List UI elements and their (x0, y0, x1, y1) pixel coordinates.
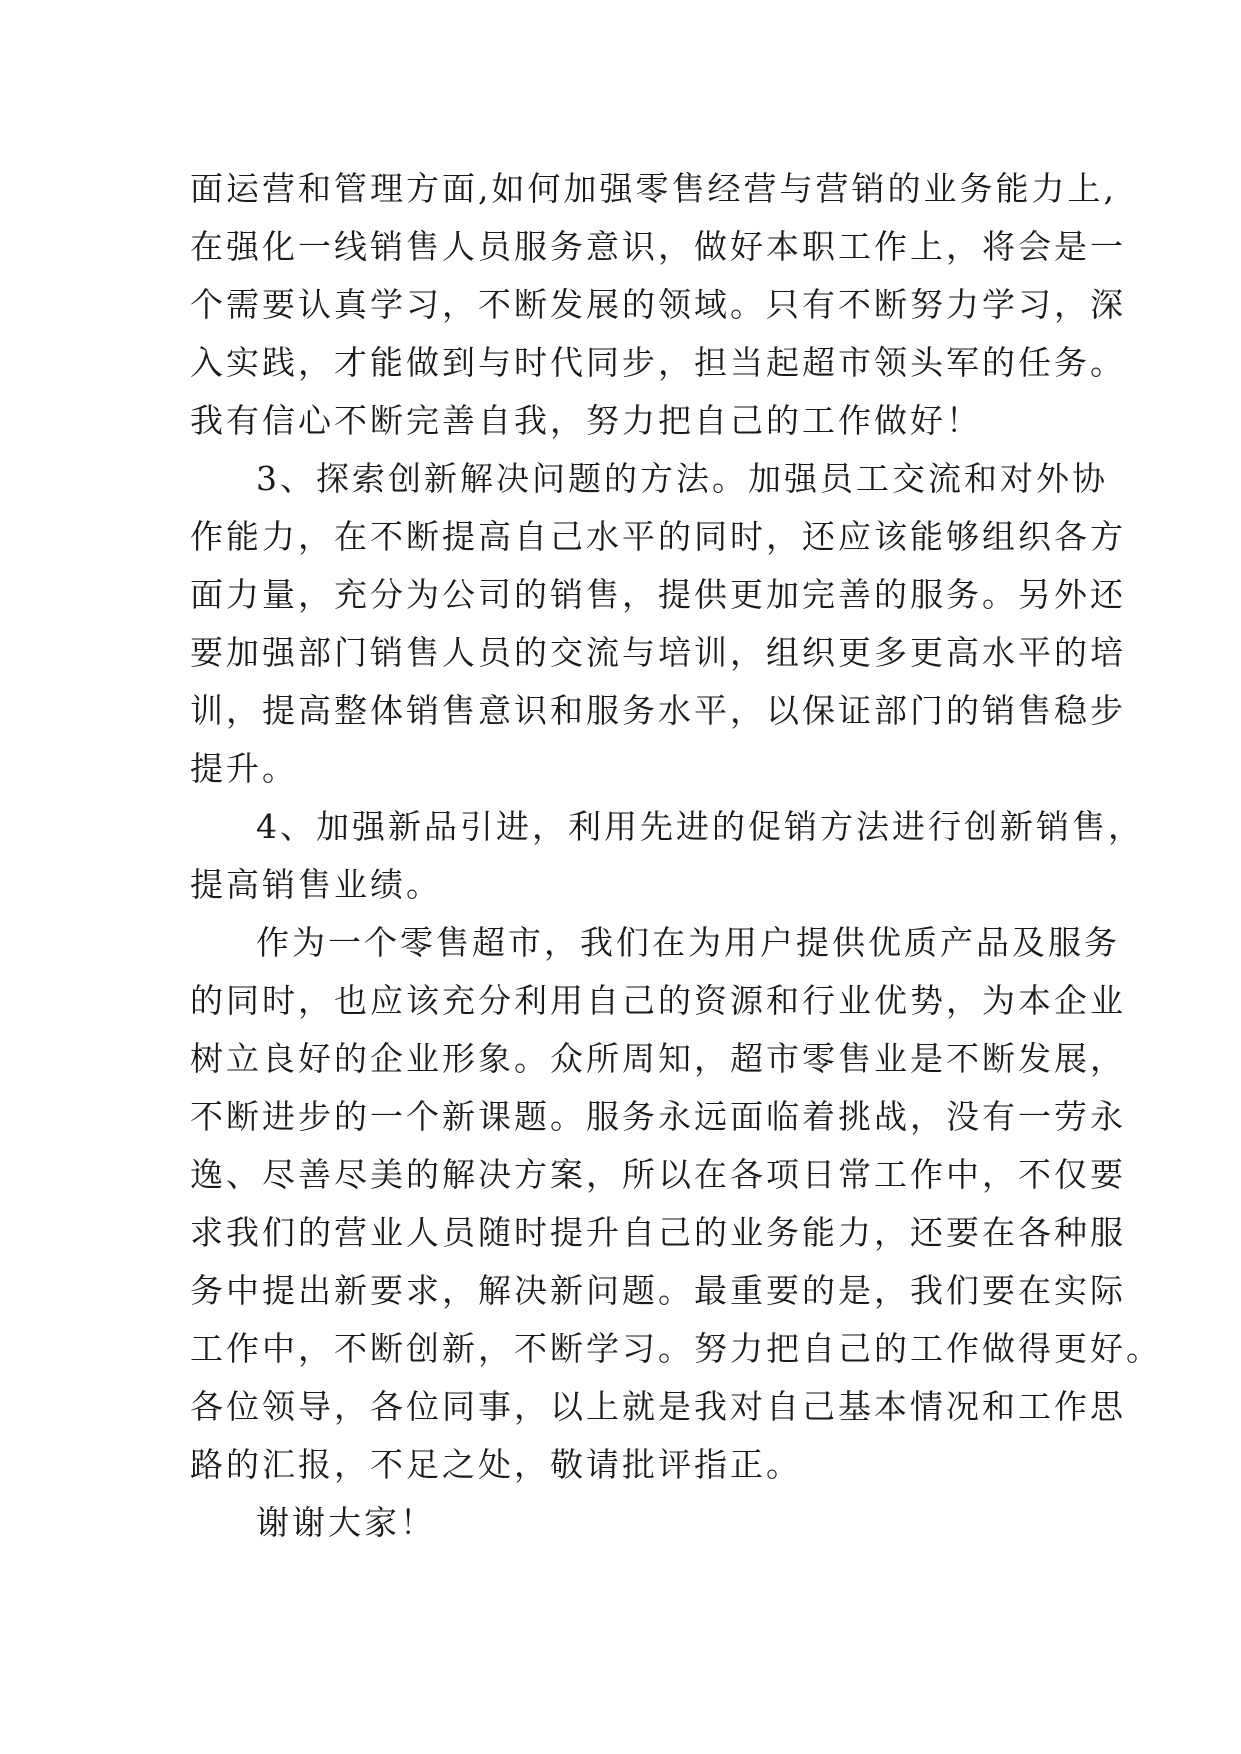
text-line: 提高销售业绩。 (190, 865, 442, 904)
text-line: 提升。 (190, 749, 298, 788)
text-line: 路的汇报，不足之处，敬请批评指正。 (190, 1445, 802, 1484)
paragraph-start-line: 3、探索创新解决问题的方法。加强员工交流和对外协 (256, 459, 1108, 498)
paragraph-start-line: 4、加强新品引进，利用先进的促销方法进行创新销售， (256, 807, 1144, 846)
text-line: 面运营和管理方面,如何加强零售经营与营销的业务能力上, (190, 169, 1117, 208)
text-line: 求我们的营业人员随时提升自己的业务能力，还要在各种服 (190, 1213, 1126, 1252)
text-line: 作能力，在不断提高自己水平的同时，还应该能够组织各方 (190, 517, 1126, 556)
text-line: 要加强部门销售人员的交流与培训，组织更多更高水平的培 (190, 633, 1126, 672)
text-line: 训，提高整体销售意识和服务水平，以保证部门的销售稳步 (190, 691, 1126, 730)
document-body (190, 160, 1162, 1552)
text-line: 务中提出新要求，解决新问题。最重要的是，我们要在实际 (190, 1271, 1126, 1310)
text-line: 不断进步的一个新课题。服务永远面临着挑战，没有一劳永 (190, 1097, 1126, 1136)
text-line: 面力量，充分为公司的销售，提供更加完善的服务。另外还 (190, 575, 1126, 614)
text-line: 我有信心不断完善自我，努力把自己的工作做好！ (190, 401, 982, 440)
text-line: 各位领导，各位同事，以上就是我对自己基本情况和工作思 (190, 1387, 1126, 1426)
text-line: 的同时，也应该充分利用自己的资源和行业优势，为本企业 (190, 981, 1126, 1020)
text-line: 在强化一线销售人员服务意识，做好本职工作上，将会是一 (190, 227, 1126, 266)
text-line: 树立良好的企业形象。众所周知，超市零售业是不断发展， (190, 1039, 1126, 1078)
text-line: 逸、尽善尽美的解决方案，所以在各项日常工作中，不仅要 (190, 1155, 1126, 1194)
closing-line: 谢谢大家！ (256, 1503, 436, 1542)
paragraph-start-line: 作为一个零售超市，我们在为用户提供优质产品及服务 (256, 923, 1120, 962)
text-line: 个需要认真学习，不断发展的领域。只有不断努力学习，深 (190, 285, 1126, 324)
text-line: 入实践，才能做到与时代同步，担当起超市领头军的任务。 (190, 343, 1126, 382)
text-line: 工作中，不断创新，不断学习。努力把自己的工作做得更好。 (190, 1329, 1162, 1368)
